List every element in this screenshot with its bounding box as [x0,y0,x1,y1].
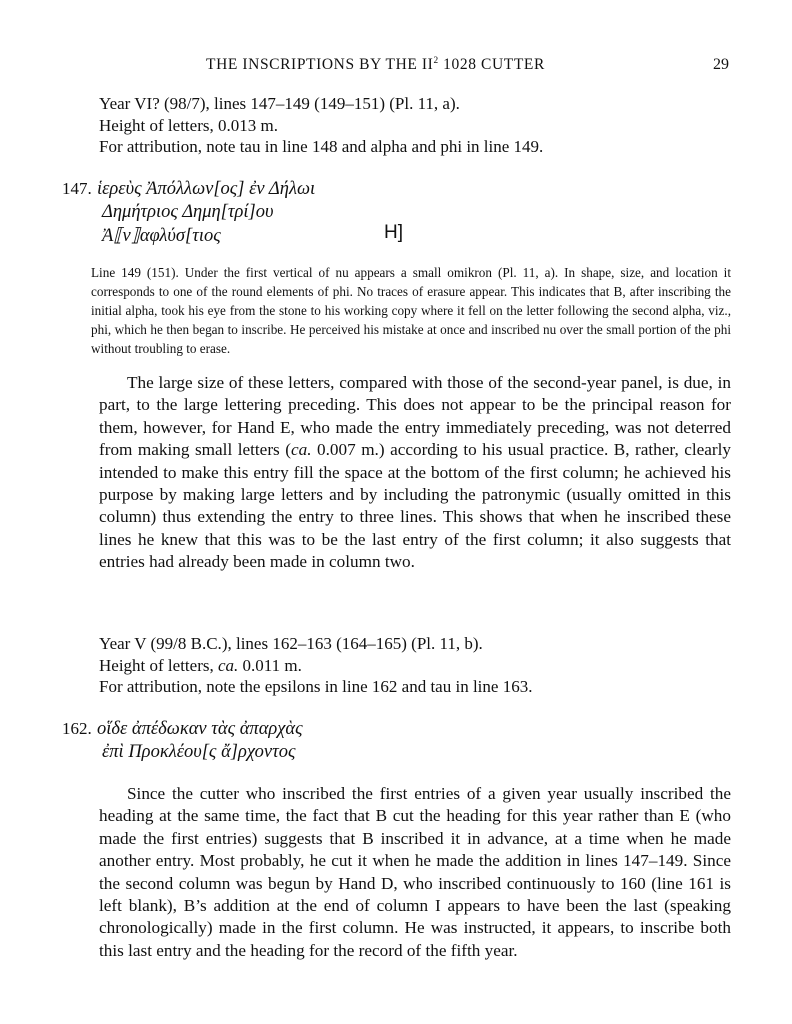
inscription-number-2: 162. [62,719,92,738]
running-head [206,56,545,74]
footnote-block [91,263,731,358]
body-paragraph-2 [99,783,731,962]
paragraph-1-ca: ca. [290,440,312,460]
greek-text-line3: Ἀ⟦ν⟧αφλύσ[τιος [102,226,221,246]
body-paragraph-1 [99,372,731,574]
running-head-superscript: 2 [433,56,439,66]
height-line-2-ca: ca. [217,655,239,675]
running-head-text: THE INSCRIPTIONS BY THE II [206,56,434,73]
section1-meta [99,93,543,158]
inscription-number: 147. [62,179,92,198]
paragraph-1-part2: 0.007 m.) according to his usual practice. B, rather, clearly intended to make this entry fill the space at the bottom of the first column; he achieved his purpose by making large letters and by including the patronymic (usually omitted in this column) thus extending the entry to three lines. This shows that when he inscribed these lines he knew that this was to be the last entry of the first column; it also suggests that entries had already been made in column two. [99,440,732,572]
greek-text-line1: ἱερεὺς Ἀπόλλων[ος] ἐν Δήλωι [97,179,316,199]
paragraph-2-text: Since the cutter who inscribed the first entries of a given year usually inscribed the heading at the same time, the fact that B cut the heading for this year rather than E (who made the first entries) suggests that B inscribed it in advance, at a time when he made another entry. Most probably, he cut it when he made the addition in lines 147–149. Since the second column was begun by Hand D, who inscribed continuously to 160 (line 161 is left blank), B’s addition at the end of column I appears to have been the last (speaking chronologically) made in the first column. He was instructed, it appears, to inscribe both this last entry and the heading for the record of the fifth year. [99,784,731,960]
attribution-line: For attribution, note tau in line 148 and alpha and phi in line 149. [99,137,544,156]
year-line: Year VI? (98/7), lines 147–149 (149–151) (Pl. 11, a). [99,94,460,113]
year-line-2-b: ), lines 162–163 (164–165) (Pl. 11, b). [221,634,483,653]
greek-text-line2: Δημήτριος Δημη[τρί]ου [102,202,274,222]
footnote-text: Line 149 (151). Under the first vertical of nu appears a small omikron (Pl. 11, a). In shape, size, and location it corresponds to one of the round elements of phi. No traces of erasure appear. This indicates that B, after inscribing the initial alpha, took his eye from the stone to his working copy where it fell on the letter following the second alpha, viz., phi, which he then began to inscribe. He perceived his mistake at once and inscribed nu over the small portion of the phi without troubling to erase. [91,265,731,356]
page-number: 29 [713,56,729,73]
height-line: Height of letters, 0.013 m. [99,115,278,135]
year-line-2-a: Year V (99/8 [99,634,191,653]
paragraph-1-text [99,372,731,574]
inscription-line-162 [62,719,303,740]
ghost-letter-marker: H] [384,222,403,243]
height-line-2 [99,655,532,677]
greek-text-2-line2: ἐπὶ Προκλέου[ς ἄ]ρχοντος [102,742,296,762]
running-head-tail: 1028 CUTTER [438,56,545,73]
height-line-2-b: 0.011 m. [238,655,302,675]
year-line-2-bc: B.C. [190,634,222,653]
attribution-line-2: For attribution, note the epsilons in line 162 and tau in line 163. [99,677,533,696]
greek-text-2-line1: οἵδε ἀπέδωκαν τὰς ἀπαρχὰς [97,719,303,739]
height-line-2-a: Height of letters, [99,655,218,675]
paragraph-1-part1: The large size of these letters, compared with those of the second-year panel, is due, in part, to the large lettering preceding. This does not appear to be the principal reason for them, however, for Hand E, who made the entry immediately preceding, was not deterred from making small letters ( [99,373,731,460]
section2-meta [99,633,532,698]
inscription-line-147 [62,179,315,200]
year-line-2 [99,633,532,655]
